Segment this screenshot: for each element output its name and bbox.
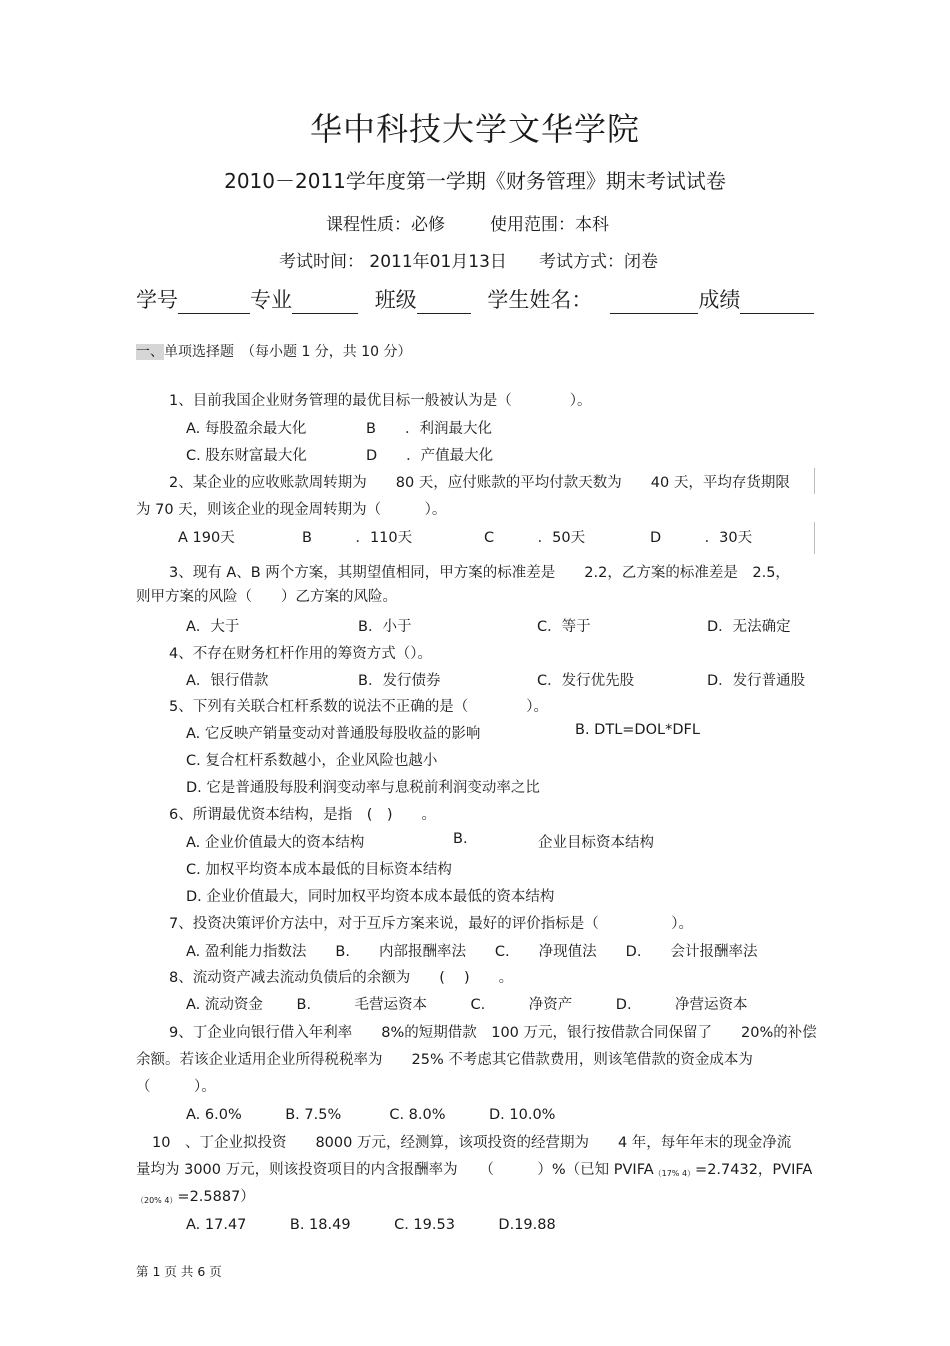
q3-option-c: C．等于 [537, 619, 591, 635]
q5-option-d: D. 它是普通股每股利润变动率与息税前利润变动率之比 [186, 780, 540, 796]
q10-stem-line3 [136, 1185, 255, 1206]
section-title: 单项选择题 （每小题 1 分，共 10 分） [164, 344, 412, 360]
q1-stem: 1、目前我国企业财务管理的最优目标一般被认为是（ ）。 [169, 393, 592, 409]
score-label: 成绩 [698, 288, 741, 312]
q4-option-b: B．发行债券 [358, 673, 441, 689]
q4-option-a: A．银行借款 [186, 673, 269, 689]
class-label: 班级 [374, 288, 417, 312]
q7-options: A. 盈利能力指数法 B. 内部报酬率法 C. 净现值法 D. 会计报酬率法 [186, 944, 758, 960]
q10-stem-text: 量均为 3000 万元，则该投资项目的内含报酬率为 （ ）%（已知 PVIFA [136, 1162, 654, 1178]
q4-option-d: D．发行普通股 [707, 673, 806, 689]
q5-option-c: C. 复合杠杆系数越小，企业风险也越小 [186, 753, 438, 769]
q2-option-d: D ．30天 [650, 530, 753, 546]
q1-option-d: D ．产值最大化 [366, 448, 494, 464]
q10-stem-line2 [136, 1158, 812, 1179]
q2-stem-line1: 2、某企业的应收账款周转期为 80 天，应付账款的平均付款天数为 40 天，平均存货期限 [169, 475, 790, 491]
q9-stem-line3: （ ）。 [136, 1079, 216, 1095]
q1-option-c: C. 股东财富最大化 [186, 448, 307, 464]
q9-stem-line2: 余额。若该企业适用企业所得税税率为 25% 不考虑其它借款费用，则该笔借款的资金成本为 [136, 1052, 753, 1068]
q10-stem-line1: 10 、丁企业拟投资 8000 万元，经测算，该项投资的经营期为 4 年，每年年末的现金净流 [152, 1135, 792, 1151]
student-id-blank[interactable] [178, 291, 250, 314]
q8-options: A. 流动资金 B. 毛营运资本 C. 净资产 D. 净营运资本 [186, 997, 748, 1013]
student-name-blank[interactable] [610, 291, 698, 314]
q4-option-c: C．发行优先股 [537, 673, 635, 689]
course-nature: 课程性质：必修 [326, 215, 445, 235]
pvifa-20-subscript: （20% 4） [136, 1196, 178, 1205]
q4-stem: 4、不存在财务杠杆作用的筹资方式（）。 [169, 646, 432, 662]
section-number: 一、 [136, 344, 164, 360]
q2-stem-line2: 为 70 天，则该企业的现金周转期为（ ）。 [136, 502, 447, 518]
scan-border [814, 522, 815, 554]
exam-mode: 考试方式：闭卷 [539, 252, 658, 272]
exam-title: 2010－2011学年度第一学期《财务管理》期末考试试卷 [224, 169, 726, 193]
q9-options: A. 6.0% B. 7.5% C. 8.0% D. 10.0% [186, 1107, 556, 1123]
q7-stem: 7、投资决策评价方法中，对于互斥方案来说，最好的评价指标是（ ）。 [169, 916, 693, 932]
pvifa-17-subscript: （17% 4） [653, 1169, 696, 1178]
q3-stem-line1: 3、现有 A、B 两个方案，其期望值相同，甲方案的标准差是 2.2，乙方案的标准差是 2.5， [169, 565, 790, 581]
student-info-line [136, 284, 814, 314]
q1-option-b: B ．利润最大化 [366, 421, 492, 437]
page-number: 第 1 页 共 6 页 [136, 1264, 222, 1279]
school-title: 华中科技大学文华学院 [309, 110, 640, 148]
q3-option-d: D．无法确定 [707, 619, 791, 635]
q6-option-b: 企业目标资本结构 [538, 835, 654, 851]
scan-border [814, 468, 815, 494]
q6-option-d: D. 企业价值最大，同时加权平均资本成本最低的资本结构 [186, 889, 555, 905]
student-name-label: 学生姓名： [487, 288, 593, 312]
q9-stem-line1: 9、丁企业向银行借入年利率 8%的短期借款 100 万元，银行按借款合同保留了 20%的补偿 [169, 1025, 817, 1041]
q6-option-b-letter: B. [453, 831, 468, 847]
q6-option-a: A. 企业价值最大的资本结构 [186, 835, 365, 851]
q10-stem-text-2: =2.7432，PVIFA [695, 1162, 813, 1178]
exam-time: 考试时间： 2011年01月13日 [279, 252, 507, 272]
usage-scope: 使用范围：本科 [490, 215, 609, 235]
q6-stem: 6、所谓最优资本结构，是指 ( ) 。 [169, 807, 437, 823]
q2-option-a: A 190天 [178, 530, 235, 546]
q5-option-b: B. DTL=DOL*DFL [575, 722, 700, 738]
major-blank[interactable] [292, 291, 358, 314]
q5-option-a: A. 它反映产销量变动对普通股每股收益的影响 [186, 726, 481, 742]
q8-stem: 8、流动资产减去流动负债后的余额为 ( ) 。 [169, 970, 514, 986]
q1-option-a: A. 每股盈余最大化 [186, 421, 307, 437]
q10-stem-text-3: =2.5887） [177, 1189, 255, 1205]
q5-stem: 5、下列有关联合杠杆系数的说法不正确的是（ ）。 [169, 699, 548, 715]
q10-options: A. 17.47 B. 18.49 C. 19.53 D.19.88 [186, 1217, 556, 1233]
q3-stem-line2: 则甲方案的风险（ ）乙方案的风险。 [136, 589, 397, 605]
q2-option-c: C ．50天 [484, 530, 586, 546]
q3-option-a: A．大于 [186, 619, 240, 635]
student-id-label: 学号 [136, 288, 178, 312]
q6-option-c: C. 加权平均资本成本最低的目标资本结构 [186, 862, 452, 878]
q2-option-b: B ．110天 [302, 530, 413, 546]
major-label: 专业 [250, 288, 292, 312]
class-blank[interactable] [417, 291, 471, 314]
q3-option-b: B．小于 [358, 619, 412, 635]
score-blank[interactable] [740, 291, 814, 314]
section-heading [136, 341, 412, 361]
